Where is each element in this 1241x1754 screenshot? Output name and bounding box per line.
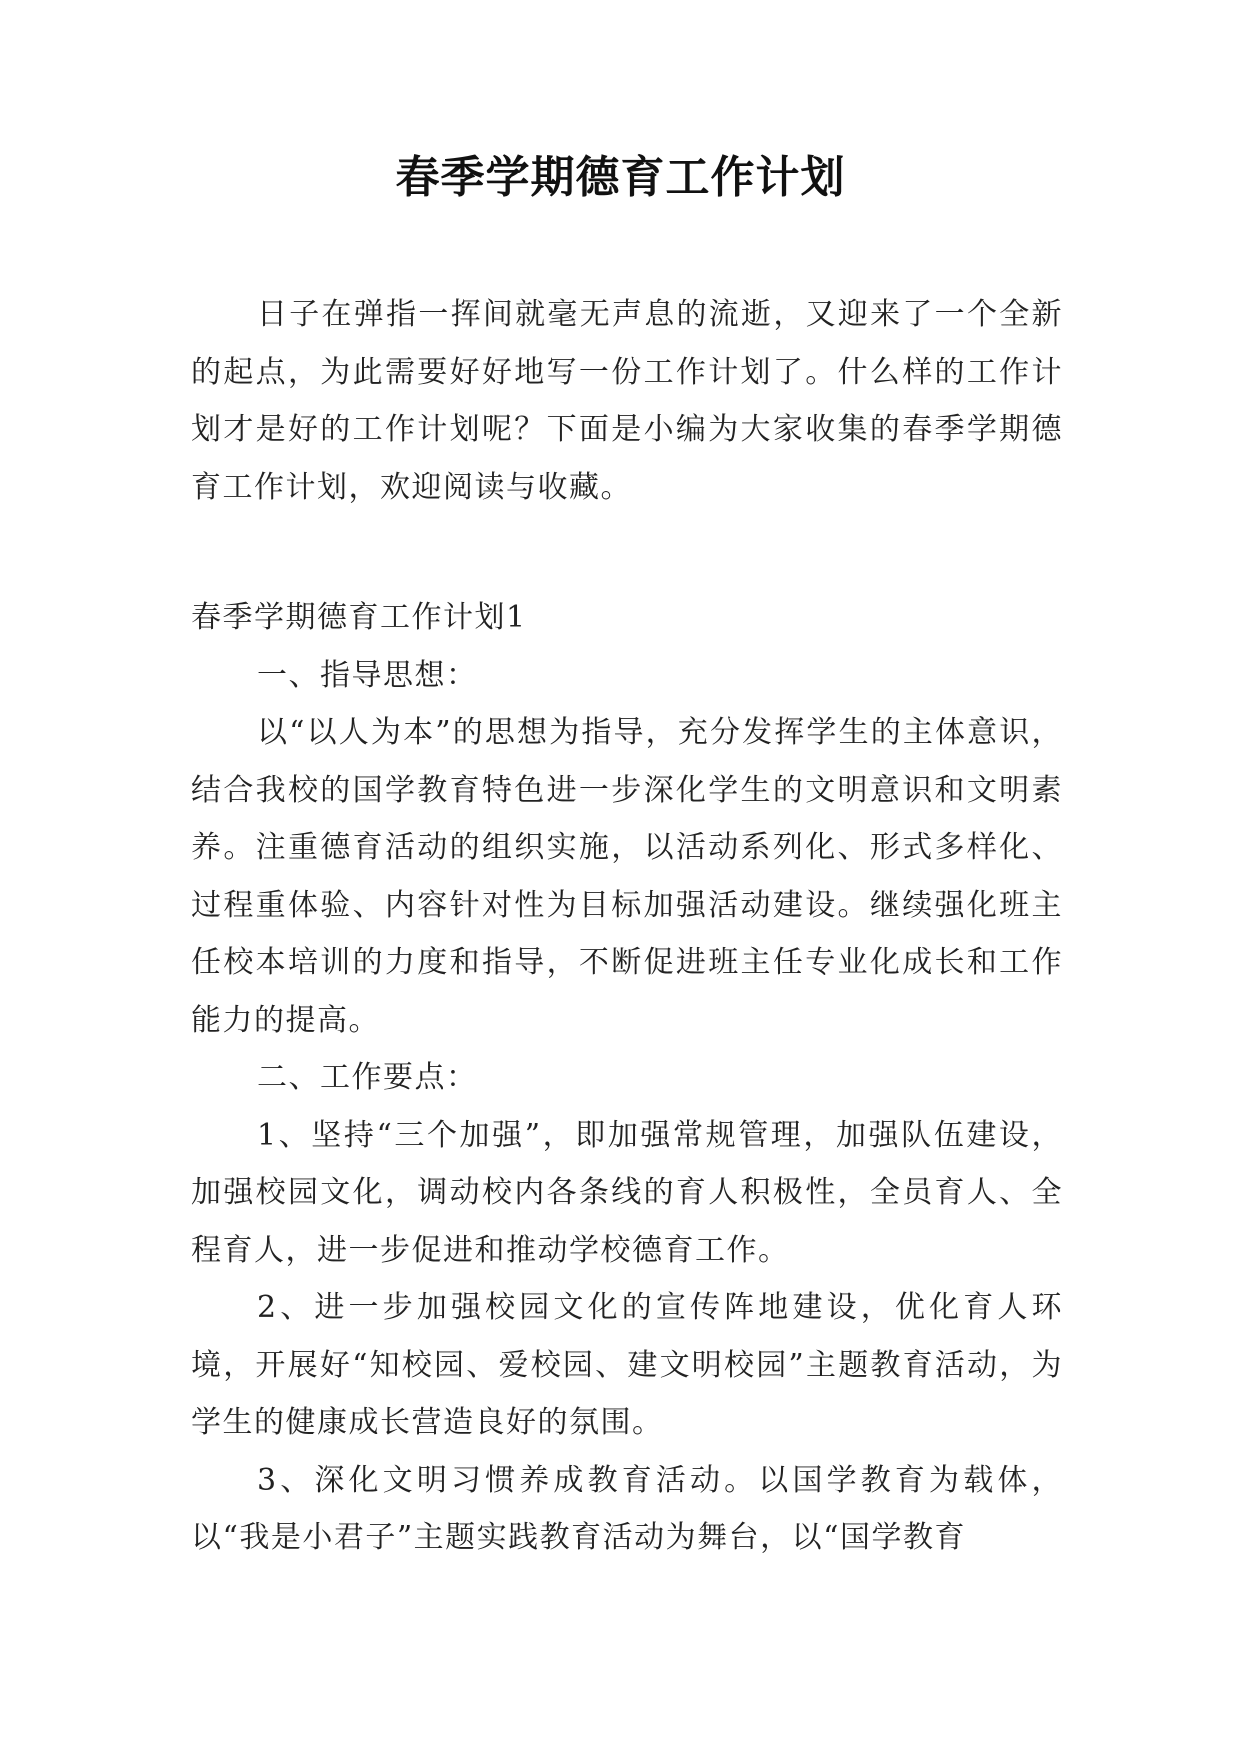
work-point-3: 3、深化文明习惯养成教育活动。以国学教育为载体，以“我是小君子”主题实践教育活动为舞台，以“国学教育 xyxy=(191,1462,1063,1555)
intro-paragraph: 日子在弹指一挥间就毫无声息的流逝，又迎来了一个全新的起点，为此需要好好地写一份工作计划了。什么样的工作计划才是好的工作计划呢？下面是小编为大家收集的春季学期德育工作计划，欢迎阅读与收藏。 xyxy=(191,297,1063,505)
heading-guiding-ideology: 一、指导思想： xyxy=(257,657,478,693)
paragraph-guiding-ideology: 以“以人为本”的思想为指导，充分发挥学生的主体意识，结合我校的国学教育特色进一步深化学生的文明意识和文明素养。注重德育活动的组织实施，以活动系列化、形式多样化、过程重体验、内容针对性为目标加强活动建设。继续强化班主任校本培训的力度和指导，不断促进班主任专业化成长和工作能力的提高。 xyxy=(191,715,1063,1038)
document-title: 春季学期德育工作计划 xyxy=(395,152,846,203)
heading-work-points: 二、工作要点： xyxy=(257,1060,478,1095)
work-point-1: 1、坚持“三个加强”，即加强常规管理，加强队伍建设，加强校园文化，调动校内各条线的育人积极性，全员育人、全程育人，进一步促进和推动学校德育工作。 xyxy=(191,1117,1063,1268)
work-point-2: 2、进一步加强校园文化的宣传阵地建设，优化育人环境，开展好“知校园、爱校园、建文明校园”主题教育活动，为学生的健康成长营造良好的氛围。 xyxy=(191,1290,1063,1440)
document-body xyxy=(191,286,1063,1567)
section-title: 春季学期德育工作计划1 xyxy=(191,600,527,635)
